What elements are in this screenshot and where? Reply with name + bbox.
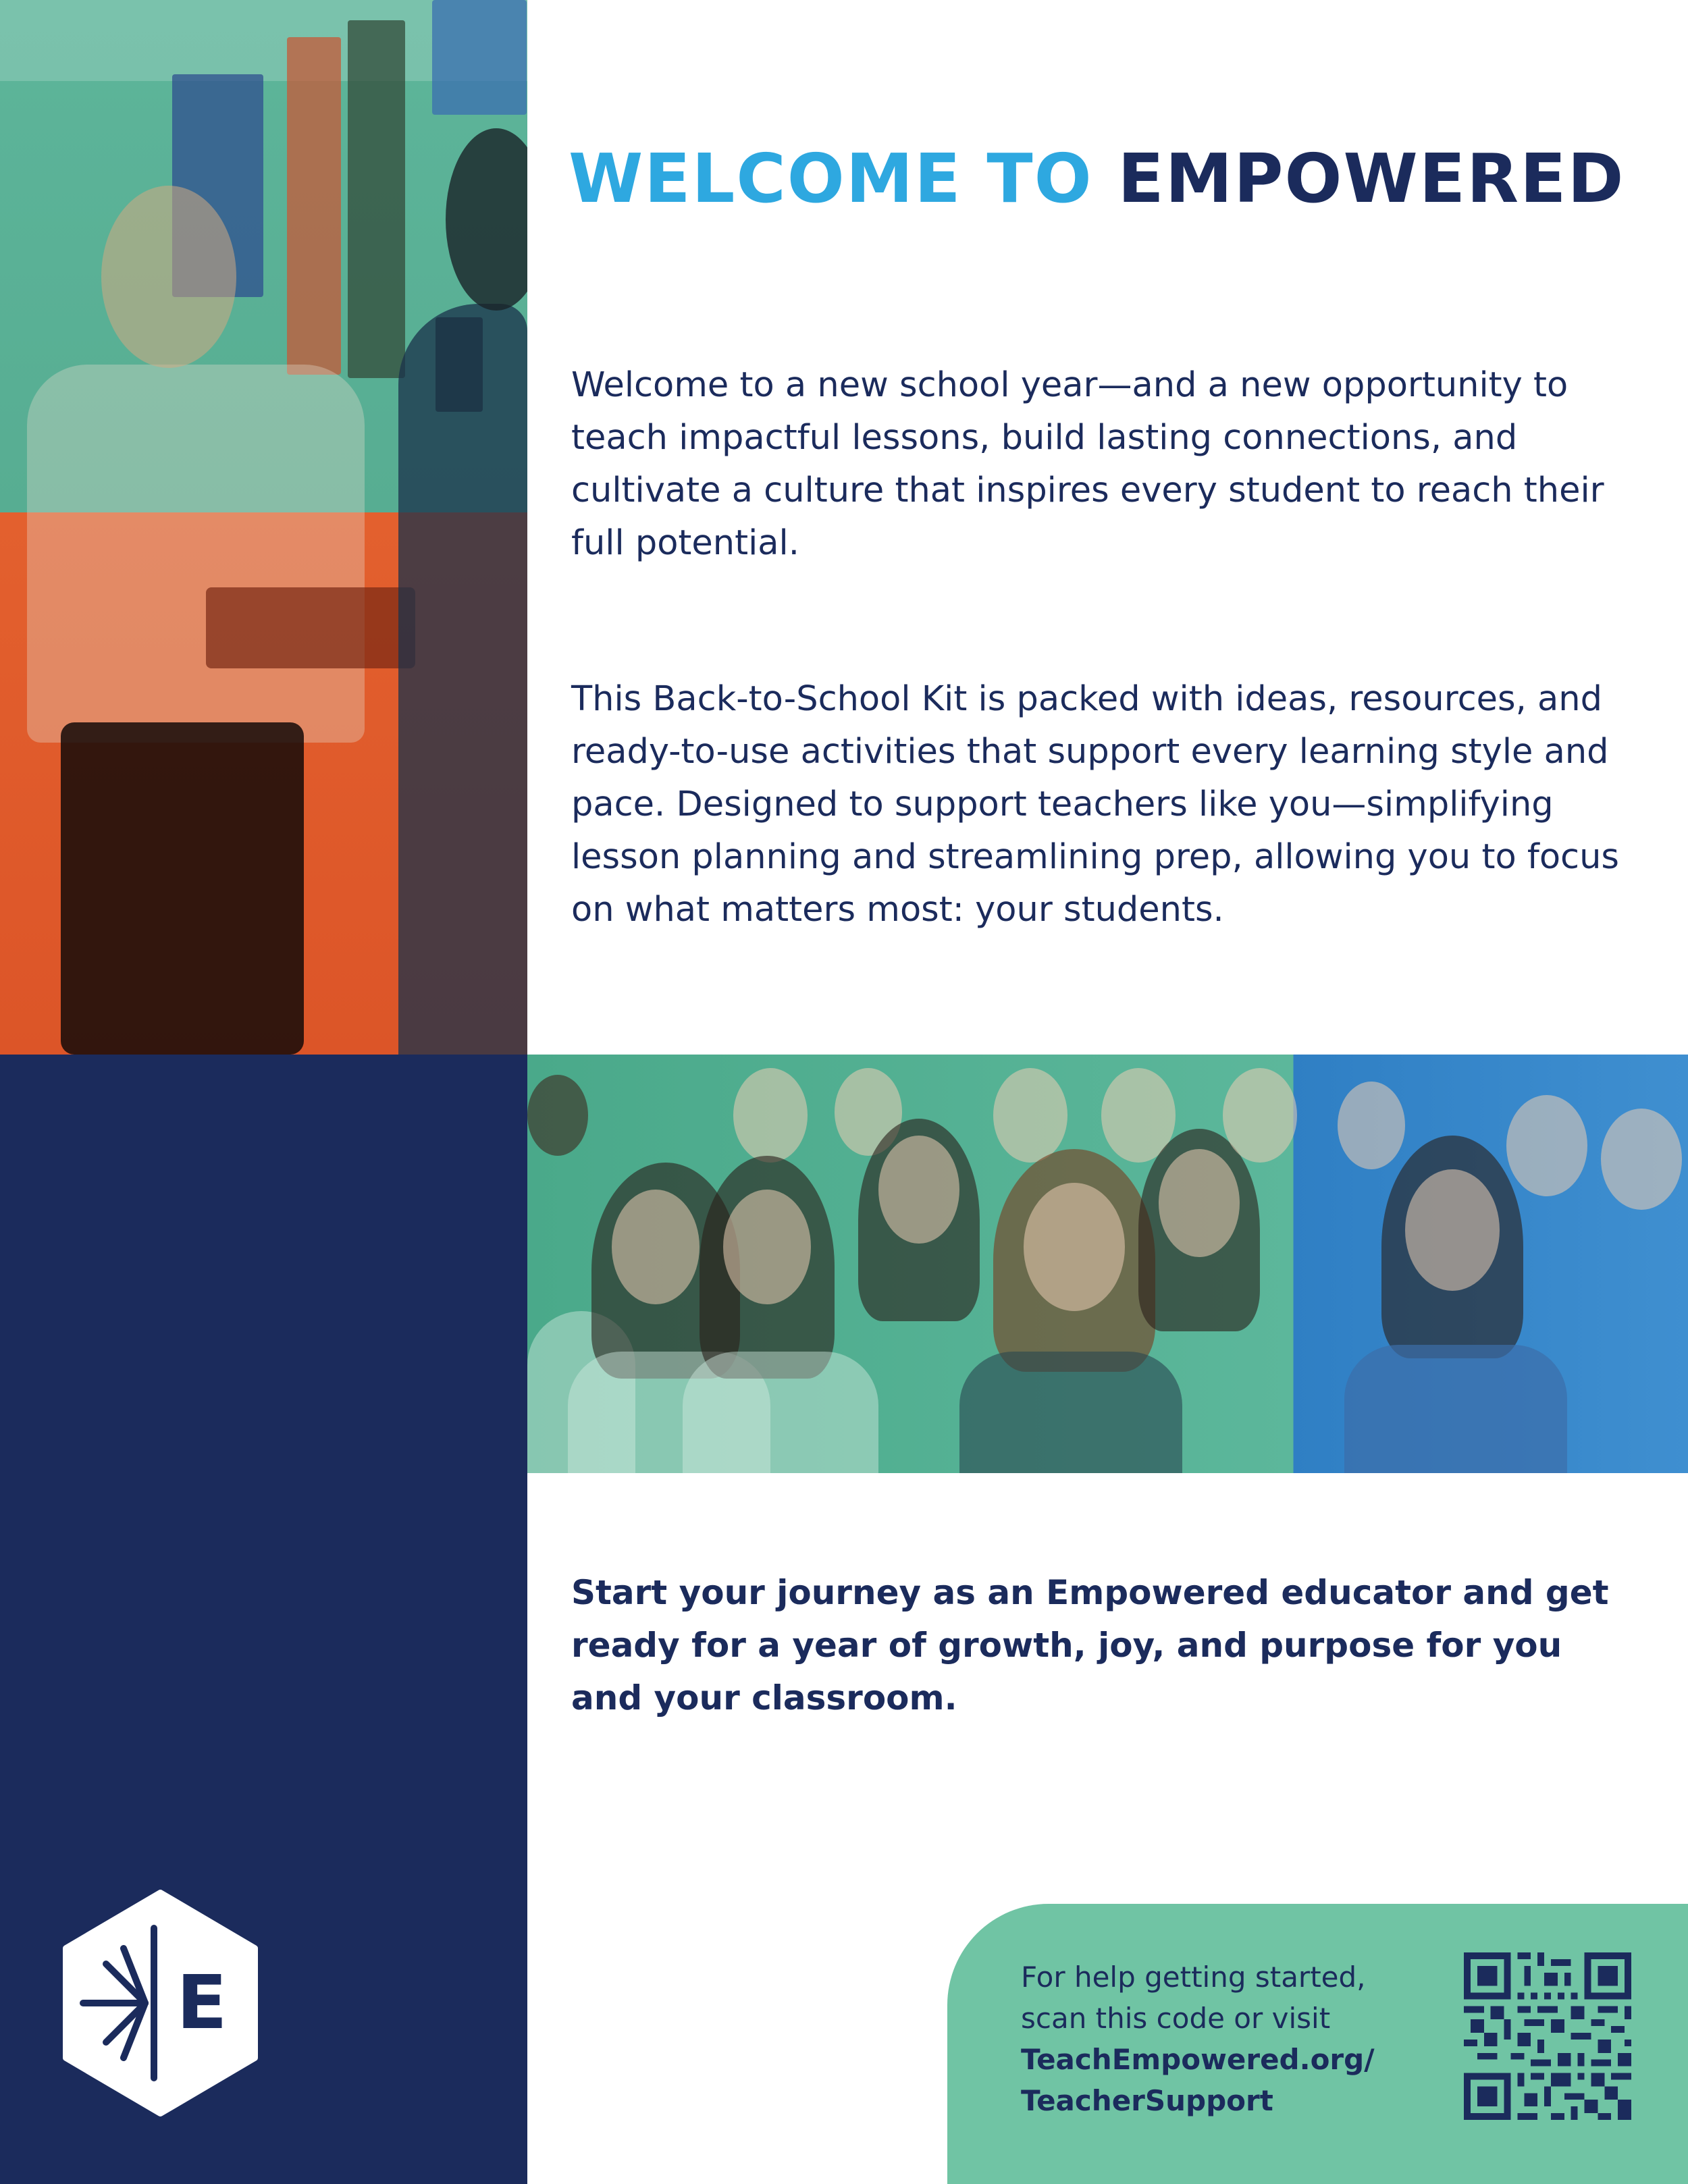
call-to-action-paragraph: Start your journey as an Empowered educator and get ready for a year of growth, joy, and purpose for you and your classroom.: [571, 1573, 1609, 1717]
kit-description-paragraph: This Back-to-School Kit is packed with ideas, resources, and ready-to-use activities that support every learning style and pace. Designed to support teachers like you—simplifying lesson planning and streamlining prep, allowing you to focus on what matters most: your students.: [571, 679, 1619, 930]
teacher-student-photo: [0, 0, 527, 1055]
intro-paragraph: Welcome to a new school year—and a new opportunity to teach impactful lessons, build lasting connections, and cultivate a culture that inspires every student to reach their full potential.: [571, 365, 1604, 563]
title-welcome-to: WELCOME TO: [569, 139, 1093, 218]
students-group-photo: [527, 1055, 1688, 1473]
help-line-2: scan this code or visit: [1021, 2002, 1331, 2035]
support-url-line-2[interactable]: TeacherSupport: [1021, 2084, 1273, 2117]
empowered-hexagon-logo-icon: [57, 1888, 263, 2119]
page-title: [569, 139, 1649, 218]
qr-code-icon[interactable]: [1464, 1952, 1631, 2120]
help-line-1: For help getting started,: [1021, 1961, 1366, 1994]
logo-letter: E: [176, 1959, 228, 2046]
support-url-line-1[interactable]: TeachEmpowered.org/: [1021, 2043, 1375, 2076]
title-empowered: EMPOWERED: [1117, 139, 1625, 218]
help-text: [1021, 1956, 1453, 2121]
